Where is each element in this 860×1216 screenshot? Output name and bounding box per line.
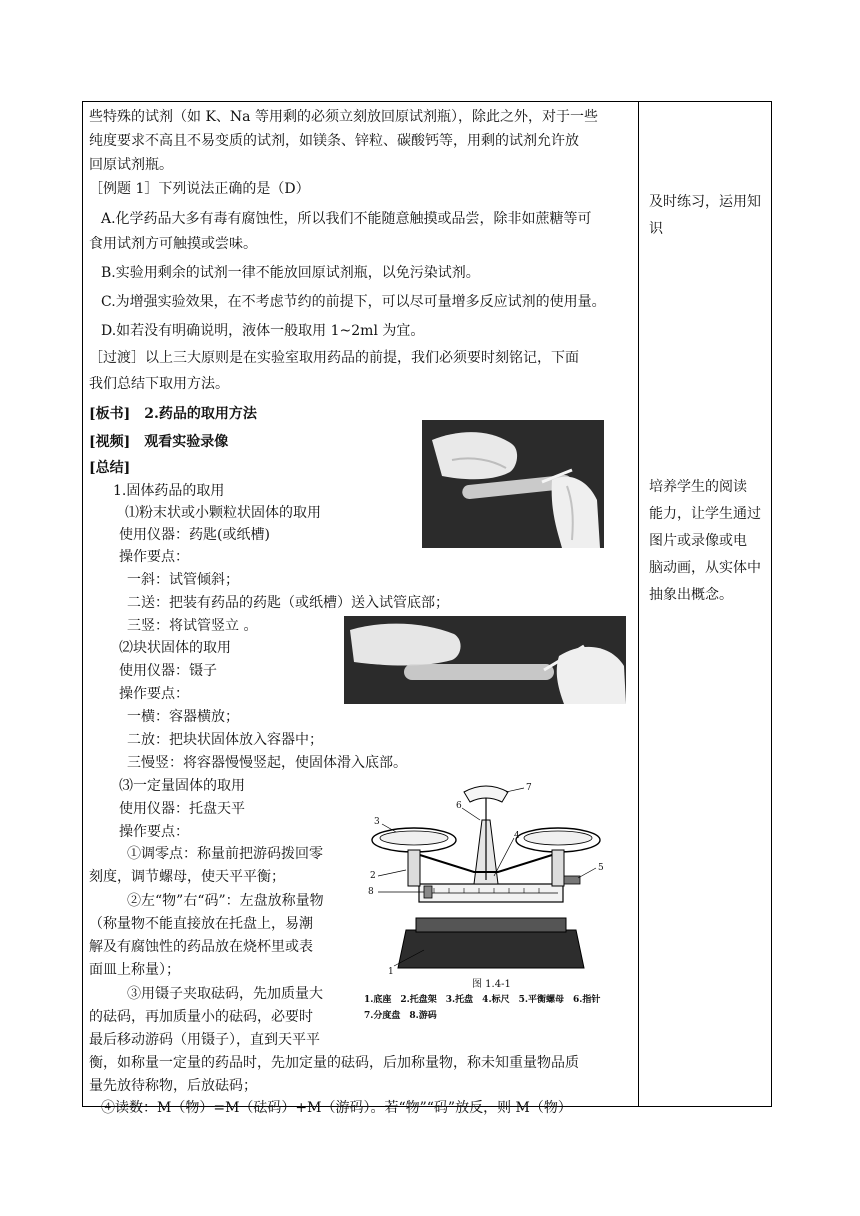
- option-a: A.化学药品大多有毒有腐蚀性，所以我们不能随意触摸或品尝，除非如蔗糖等可: [101, 211, 592, 227]
- board-heading: [板书] 2.药品的取用方法: [89, 406, 257, 422]
- text-line: 面皿上称量）；: [89, 962, 180, 978]
- text-line: 二放：把块状固体放入容器中；: [127, 732, 323, 748]
- text-line: 使用仪器：药匙(或纸槽): [119, 527, 270, 543]
- callout-7: 7: [526, 783, 532, 793]
- text-line: 衡，如称量一定量的药品时，先加定量的砝码，后加称量物，称未知重量物品质: [89, 1055, 579, 1071]
- text-line: 使用仪器：托盘天平: [119, 801, 245, 817]
- photo-powder-spatula: [422, 420, 604, 548]
- section-heading: 1.固体药品的取用: [113, 483, 225, 499]
- text-line: 一横：容器横放；: [127, 709, 239, 725]
- figure-legend-line1: 1.底座 2.托盘架 3.托盘 4.标尺 5.平衡螺母 6.指针: [364, 995, 601, 1005]
- option-b: B.实验用剩余的试剂一律不能放回原试剂瓶，以免污染试剂。: [101, 265, 480, 281]
- text-line: 最后移动游码（用镊子），直到天平平: [89, 1032, 320, 1048]
- text-line: 二送：把装有药品的药匙（或纸槽）送入试管底部；: [127, 595, 449, 611]
- text-line: 一斜：试管倾斜；: [127, 572, 239, 588]
- text-line: 食用试剂方可触摸或尝味。: [89, 236, 257, 252]
- subsection-heading: ⑶一定量固体的取用: [119, 778, 245, 794]
- summary-heading: [总结]: [89, 460, 131, 476]
- teaching-note-reading: 培养学生的阅读 能力，让学生通过 图片或录像或电 脑动画，从实体中 抽象出概念。: [649, 479, 761, 603]
- subsection-heading: ⑴粉末状或小颗粒状固体的取用: [125, 505, 321, 521]
- text-line: 刻度，调节螺母，使天平平衡；: [89, 869, 285, 885]
- column-divider: [638, 102, 639, 1106]
- teaching-note-practice: 及时练习，运用知 识: [649, 194, 761, 237]
- callout-2: 2: [370, 871, 376, 881]
- text-line: ④读数：M（物）=M（砝码）+M（游码）。若“物”“码”放反，则 M（物）: [101, 1100, 572, 1116]
- example-heading: ［例题 1］下列说法正确的是（D）: [89, 181, 310, 197]
- figure-caption: 图 1.4-1: [472, 979, 511, 990]
- callout-5: 5: [598, 863, 604, 873]
- tray-balance-drawing: [364, 780, 608, 980]
- text-line: ③用镊子夹取砝码，先加质量大: [127, 986, 323, 1002]
- video-heading: [视频] 观看实验录像: [89, 434, 229, 450]
- text-line: 三慢竖：将容器慢慢竖起，使固体滑入底部。: [127, 755, 407, 771]
- text-line: ②左“物”右“码”：左盘放称量物: [127, 893, 324, 909]
- callout-3: 3: [374, 817, 380, 827]
- option-c: C.为增强实验效果，在不考虑节约的前提下，可以尽可量增多反应试剂的使用量。: [101, 294, 606, 310]
- callout-6: 6: [456, 801, 462, 811]
- subsection-heading: ⑵块状固体的取用: [119, 640, 231, 656]
- option-d: D.如若没有明确说明，液体一般取用 1~2ml 为宜。: [101, 323, 425, 339]
- text-line: 的砝码，再加质量小的砝码，必要时: [89, 1009, 313, 1025]
- text-line: 纯度要求不高且不易变质的试剂，如镁条、锌粒、碳酸钙等，用剩的试剂允许放: [89, 133, 579, 149]
- hands-test-tube-illustration: [422, 420, 604, 548]
- transition-text: ［过渡］以上三大原则是在实验室取用药品的前提，我们必须要时刻铭记，下面: [89, 350, 579, 366]
- text-line: 些特殊的试剂（如 K、Na 等用剩的必须立刻放回原试剂瓶），除此之外，对于一些: [89, 109, 598, 125]
- text-line: 回原试剂瓶。: [89, 157, 173, 173]
- callout-4: 4: [514, 831, 520, 841]
- text-line: 使用仪器：镊子: [119, 663, 217, 679]
- text-line: 操作要点：: [119, 549, 189, 565]
- text-line: 操作要点：: [119, 686, 189, 702]
- text-line: 解及有腐蚀性的药品放在烧杯里或表: [89, 939, 313, 955]
- photo-solid-tweezers: [344, 616, 626, 704]
- balance-diagram: [364, 780, 608, 1030]
- figure-legend-line2: 7.分度盘 8.游码: [364, 1011, 437, 1021]
- text-line: 操作要点：: [119, 824, 189, 840]
- text-line: 三竖：将试管竖立 。: [127, 618, 258, 634]
- text-line: ①调零点：称量前把游码拨回零: [127, 846, 323, 862]
- lesson-table: [82, 101, 772, 1116]
- callout-8: 8: [368, 887, 374, 897]
- text-line: 我们总结下取用方法。: [89, 376, 229, 392]
- text-line: 量先放待称物，后放砝码；: [89, 1078, 257, 1094]
- hands-tweezers-illustration: [344, 616, 626, 704]
- callout-1: 1: [388, 967, 394, 977]
- text-line: （称量物不能直接放在托盘上，易潮: [89, 916, 313, 932]
